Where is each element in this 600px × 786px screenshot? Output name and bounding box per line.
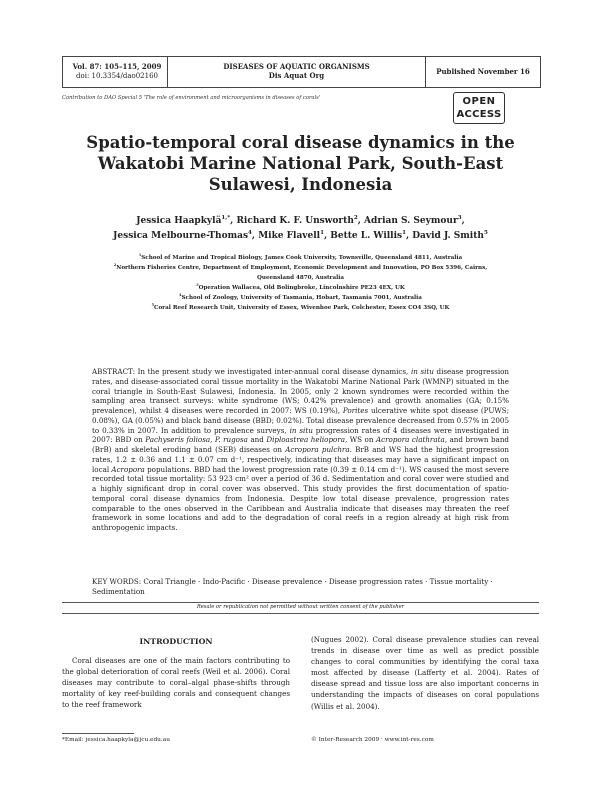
affiliation: $^1$School of Marine and Tropical Biology, James Cook University, Townsville, Queensland 4811, Australia (138, 253, 463, 261)
intro-paragraph: (Nugues 2002). Coral disease prevalence studies can reveal trends in disease over time as well as predict possible changes to coral communities by identifying the coral taxa most affected by disease (Lafferty et al. 2004). Rates of disease spread and tissue loss are also important concerns in understanding the impacts of diseases on coral populations (Willis et al. 2004). (311, 635, 539, 711)
divider (62, 602, 539, 603)
author: Richard K. F. Unsworth$^2$, (236, 215, 361, 226)
keywords-text: Coral Triangle · Indo-Pacific · Disease prevalence · Disease progression rates · Tissue mortality · Sedimentation (92, 577, 493, 596)
affiliation: $^3$Operation Wallacea, Old Bolingbroke, Lincolnshire PE23 4EX, UK (196, 283, 405, 291)
author-list (62, 214, 539, 244)
copyright: © Inter-Research 2009 · www.int-res.com (311, 737, 434, 743)
header-volume-cell (63, 57, 168, 87)
author: Jessica Melbourne-Thomas$^4$, (113, 230, 256, 241)
keywords (92, 577, 509, 597)
author: Jessica Haapkylä$^{1,*}$, (136, 215, 234, 226)
journal-abbrev: Dis Aquat Org (268, 71, 325, 80)
journal-name: DISEASES OF AQUATIC ORGANISMS (223, 62, 370, 72)
journal-header (62, 56, 541, 88)
paper-title: Spatio-temporal coral disease dynamics in the Wakatobi Marine National Park, South-East Sulawesi, Indonesia (86, 133, 515, 194)
intro-column-left (62, 636, 290, 711)
author: Bette L. Willis$^1$, (330, 230, 410, 241)
author: Mike Flavell$^1$, (258, 230, 328, 241)
volume-info: Vol. 87: 105–115, 2009 (72, 62, 162, 72)
abstract-label: ABSTRACT: (92, 367, 135, 376)
affiliation-list (62, 253, 539, 313)
affiliation: $^2$Northern Fisheries Centre, Department of Employment, Economic Development and Innovation, PO Box 5396, Cairns, Queensland 4870, Australia (113, 263, 488, 281)
divider (62, 613, 539, 614)
section-heading: INTRODUCTION (139, 637, 213, 646)
doi[interactable]: doi: 10.3354/dao02160 (76, 72, 158, 80)
intro-paragraph: Coral diseases are one of the main factors contributing to the global deterioration of coral reefs (Weil et al. 2006). Coral diseases may contribute to coral–algal phase-shifts through mortality of key reef-building corals and consequent changes to the reef framework (62, 656, 290, 710)
corresponding-email[interactable]: *Email: jessica.haapkyla@jcu.edu.au (62, 737, 170, 743)
published-date: Published November 16 (436, 66, 530, 76)
intro-column-right (311, 634, 539, 712)
author: David J. Smith$^5$ (412, 230, 488, 241)
open-access-line1: OPEN (462, 96, 496, 107)
open-access-logo (453, 92, 505, 124)
resale-note: Resale or republication not permitted without written consent of the publisher (196, 604, 405, 610)
affiliation: $^4$School of Zoology, University of Tasmania, Hobart, Tasmania 7001, Australia (179, 293, 422, 301)
header-published-cell (426, 57, 540, 87)
author: Adrian S. Seymour$^3$, (364, 215, 465, 226)
contribution-note: Contribution to DAO Special 5 'The role of environment and microorganisms in diseases of corals' (62, 95, 321, 101)
affiliation: $^5$Coral Reef Research Unit, University of Essex, Wivenhoe Park, Colchester, Essex CO4 3SQ, UK (151, 303, 450, 311)
keywords-label: KEY WORDS: (92, 577, 142, 586)
footnote-divider (62, 733, 134, 734)
open-access-line2: ACCESS (456, 109, 502, 120)
header-journal-cell (168, 57, 426, 87)
abstract: ABSTRACT: In the present study we investigated inter-annual coral disease dynamics, in situ disease progression rates, and disease-associated coral tissue mortality in the Wakatobi Marine National Park (WMNP) situated in the coral triangle in South-East Sulawesi, Indonesia. In 2005, only 2 known syndromes were recorded within the sampling area transect surveys: white syndrome (WS; 0.42% prevalence) and growth anomalies (GA; 0.15% prevalence), whilst 4 diseases were recorded in 2007: WS (0.19%), Porites ulcerative white spot disease (PUWS; 0.08%), GA (0.05%) and black band disease (BBD; 0.02%). Total disease prevalence decreased from 0.57% in 2005 to 0.33% in 2007. In addition to prevalence surveys, in situ progression rates of 4 diseases were investigated in 2007: BBD on Pachyseris foliosa, P. rugosa and Diploastrea heliopora, WS on Acropora clathrata, and brown band (BrB) and skeletal eroding band (SEB) diseases on Acropora pulchra. BrB and WS had the highest progression rates, 1.2 ± 0.36 and 1.1 ± 0.07 cm d⁻¹, respectively, indicating that diseases may have a significant impact on local Acropora populations. BBD had the lowest progression rate (0.39 ± 0.14 cm d⁻¹). WS caused the most severe recorded total tissue mortality: 53 923 cm² over a period of 36 d. Sedimentation and coral cover were studied and a highly significant drop in coral cover was observed. This study provides the first documentation of spatio-temporal coral disease dynamics from Indonesia. Despite low total disease prevalence, progression rates comparable to the ones observed in the Caribbean and Australia indicate that diseases may threaten the reef framework in some locations and add to the degradation of coral reefs in a region already at high risk from anthropogenic impacts. (92, 367, 510, 532)
